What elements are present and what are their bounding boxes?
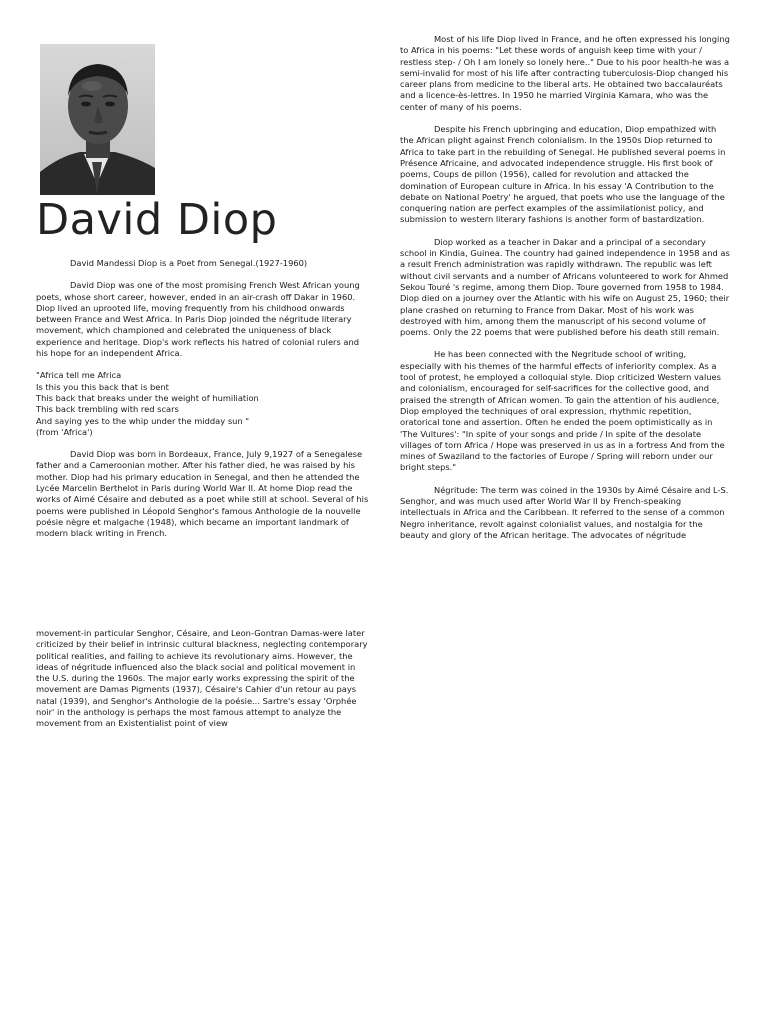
poem-line: This back that breaks under the weight of humiliation [36, 392, 259, 403]
paragraph: Most of his life Diop lived in France, and he often expressed his longing to Africa in his poems: "Let these words of anguish keep time with your / restless step- / Oh I am lonely so lonely here.." Due to his poor health-he was a semi-invalid for most of his life after contracting tuberculosis-Diop changed his career plans from medicine to the liberal arts. He obtained two baccalauréats and a licence-ès-lettres. In 1950 he married Virginia Kamara, who was the center of many of his poems. [400, 34, 730, 112]
intro-line: David Mandessi Diop is a Poet from Senegal.(1927-1960) [70, 258, 308, 268]
portrait-photo [40, 44, 155, 195]
paragraph: Négritude: The term was coined in the 1930s by Aimé Césaire and L-S. Senghor, and was much used after World War II by French-speaking intellectuals in Africa and the Caribbean. It referred to the sense of a common Negro inheritance, revolt against colonialist values, and nostalgia for the beauty and glory of the African heritage. The advocates of négritude [400, 484, 729, 540]
poem-source: (from 'Africa') [36, 426, 93, 437]
author-portrait [40, 44, 155, 195]
paragraph: David Diop was born in Bordeaux, France, July 9,1927 of a Senegalese father and a Cameroonian mother. After his father died, he was raised by his mother. Diop had his primary education in Senegal, and then he attended the Lycée Marcelin Berthelot in Paris during World War II. At home Diop read the works of Aimé Césaire and debuted as a poet while still at school. Several of his poems were published in Léopold Senghor's famous Anthologie de la nouvelle poésie nègre et malgache (1948), which became an important landmark of modern black writing in French. [36, 449, 369, 539]
poem-line: And saying yes to the whip under the midday sun " [36, 415, 250, 426]
right-column [400, 34, 730, 552]
left-column [36, 258, 370, 551]
poem-line: This back trembling with red scars [36, 404, 179, 415]
poem-line: Is this you this back that is bent [36, 381, 169, 392]
paragraph: Diop worked as a teacher in Dakar and a principal of a secondary school in Kindia, Guinea. The country had gained independence in 1958 and as a result French administration was rapidly withdrawn. The republic was left without civil servants and a number of Africans volunteered to work for Ahmed Sekou Touré 's regime, among them Diop. Toure governed from 1958 to 1984. Diop died on a journey over the Atlantic with his wife on August 25, 1960; their plane crashed on returning to France from Dakar. Most of his work was destroyed with him, among them the manuscript of his second volume of poems. Only the 22 poems that were published before his death still remain. [400, 236, 730, 338]
page-title: David Diop [36, 195, 278, 245]
paragraph: David Diop was one of the most promising French West African young poets, whose short career, however, ended in an air-crash off Dakar in 1960. Diop lived an uprooted life, moving frequently from his childhood onwards between France and West Africa. In Paris Diop joinded the négritude literary movement, which championed and celebrated the uniqueness of black experience and heritage. Diop's work reflects his hatred of colonial rulers and his hope for an independent Africa. [36, 280, 360, 359]
paragraph: Despite his French upbringing and education, Diop empathized with the African plight against French colonialism. In the 1950s Diop returned to Africa to take part in the rebuilding of Senegal. He published several poems in Présence Africaine, and advocated independence struggle. His first book of poems, Coups de pillon (1956), called for revolution and attacked the domination of European culture in Africa. In his essay 'A Contribution to the debate on National Poetry' he argued, that poets who use the language of the conquering nation are perfect examples of the assimilationist policy, and submission to western literary fashions is another form of bastardization. [400, 124, 726, 225]
continued-column [36, 628, 368, 741]
poem-line: "Africa tell me Africa [36, 370, 122, 381]
poem-excerpt [36, 370, 370, 438]
paragraph: movement-in particular Senghor, Césaire, and Leon-Gontran Damas-were later criticized by their belief in intrinsic cultural blackness, neglecting contemporary political realities, and failing to achieve its revolutionary aims. However, the ideas of négritude influenced also the black social and political movement in the U.S. during the 1960s. The major early works expressing the spirit of the movement are Damas Pigments (1937), Césaire's Cahier d'un retour au pays natal (1939), and Senghor's Anthologie de la poésie... Sartre's essay 'Orphée noir' in the anthology is perhaps the most famous attempt to analyze the movement from an Existentialist point of view [36, 628, 368, 729]
paragraph: He has been connected with the Negritude school of writing, especially with his themes of the harmful effects of inferiority complex. As a tool of protest, he employed a colloquial style. Diop criticized Western values and colonialism, encouraged for self-sacrifices for the collective good, and praised the strength of African women. To gain the attention of his audience, Diop employed the techniques of oral expression, rhythmic repetition, oratorical tone and assertion. Often he ended the poem optimistically as in 'The Vultures': "In spite of your songs and pride / In spite of the desolate villages of torn Africa / Hope was preserved in us as in a fortress And from the mines of Swaziland to the factories of Europe / Spring will reborn under our bright steps." [400, 349, 725, 473]
